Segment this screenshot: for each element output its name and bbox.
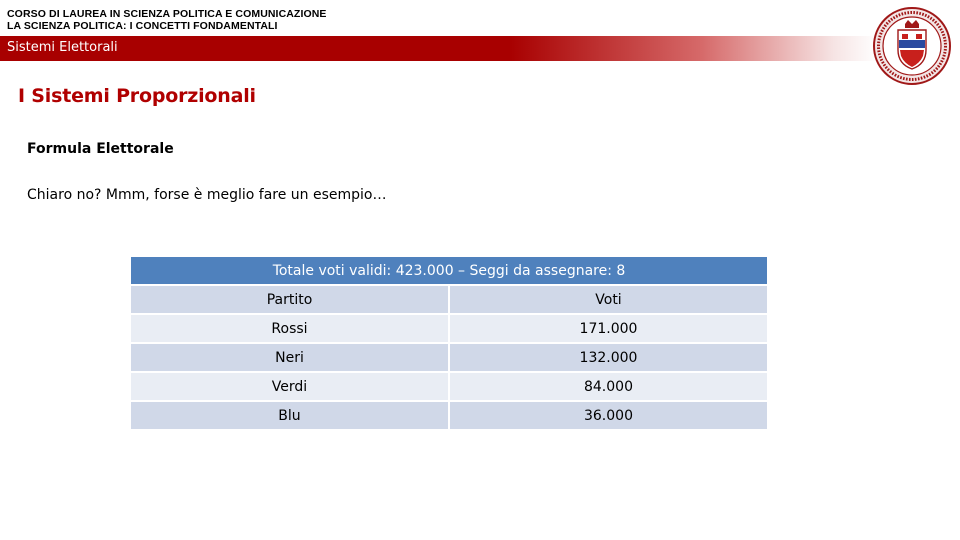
column-header-votes: Voti xyxy=(449,285,768,314)
votes-table xyxy=(129,255,769,431)
university-seal-icon xyxy=(872,6,952,86)
votes-cell: 36.000 xyxy=(449,401,768,430)
section-title: Sistemi Elettorali xyxy=(7,40,118,55)
party-cell: Rossi xyxy=(130,314,449,343)
table-row xyxy=(130,314,768,343)
votes-cell: 132.000 xyxy=(449,343,768,372)
slide-title: I Sistemi Proporzionali xyxy=(18,85,256,107)
party-cell: Blu xyxy=(130,401,449,430)
votes-cell: 84.000 xyxy=(449,372,768,401)
table-row xyxy=(130,343,768,372)
votes-cell: 171.000 xyxy=(449,314,768,343)
column-header-party: Partito xyxy=(130,285,449,314)
table-caption: Totale voti validi: 423.000 – Seggi da assegnare: 8 xyxy=(130,256,768,285)
section-banner xyxy=(0,36,878,61)
party-cell: Neri xyxy=(130,343,449,372)
slide-body-text: Chiaro no? Mmm, forse è meglio fare un esempio… xyxy=(27,187,387,203)
party-cell: Verdi xyxy=(130,372,449,401)
table-row xyxy=(130,401,768,430)
table-row xyxy=(130,372,768,401)
course-title-line-1: CORSO DI LAUREA IN SCIENZA POLITICA E COMUNICAZIONE xyxy=(7,8,327,20)
slide-subheading: Formula Elettorale xyxy=(27,141,174,157)
course-title-line-2: LA SCIENZA POLITICA: I CONCETTI FONDAMENTALI xyxy=(7,20,278,32)
